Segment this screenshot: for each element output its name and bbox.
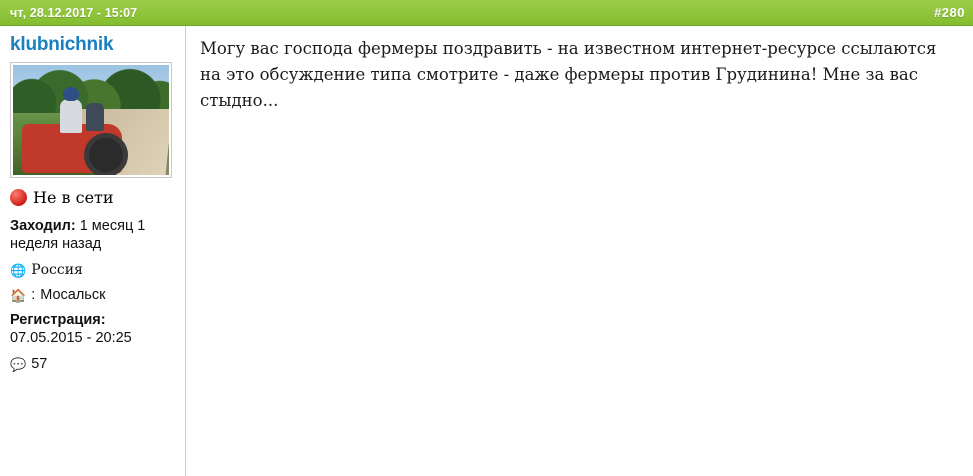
registration-label: Регистрация: xyxy=(10,312,106,328)
online-status xyxy=(10,188,177,207)
avatar[interactable] xyxy=(10,62,172,178)
author-country-label: Россия xyxy=(31,262,83,278)
last-seen-value: 1 месяц 1 неделя назад xyxy=(10,218,146,252)
comment-count-value: 57 xyxy=(31,356,48,372)
post-message-text: Могу вас господа фермеры поздравить - на известном интернет-ресурсе ссылаются на это обсуждение типа смотрите - даже фермеры против Грудинина! Мне за вас стыдно... xyxy=(200,39,937,110)
globe-icon: 🌐 xyxy=(10,263,27,278)
author-sidebar xyxy=(0,26,186,476)
online-status-label: Не в сети xyxy=(33,188,114,207)
registration-value: 07.05.2015 - 20:25 xyxy=(10,330,132,346)
author-city-label: Мосальск xyxy=(40,287,106,303)
last-seen xyxy=(10,217,177,253)
post-body xyxy=(0,26,973,476)
home-icon: 🏠 xyxy=(10,288,27,303)
author-city-separator: : xyxy=(31,287,36,303)
offline-dot-icon xyxy=(10,189,27,206)
author-username-link[interactable]: klubnichnik xyxy=(10,34,114,55)
author-country xyxy=(10,261,177,280)
avatar-image xyxy=(13,65,169,175)
last-seen-label: Заходил: xyxy=(10,218,76,234)
post-date: чт, 28.12.2017 - 15:07 xyxy=(10,5,138,20)
post-header xyxy=(0,0,973,26)
author-city xyxy=(10,286,177,305)
post-content xyxy=(186,26,973,476)
post-permalink-number[interactable]: #280 xyxy=(934,5,965,20)
registration-date xyxy=(10,311,177,347)
comment-icon: 💬 xyxy=(10,357,27,372)
author-comment-count xyxy=(10,355,177,374)
